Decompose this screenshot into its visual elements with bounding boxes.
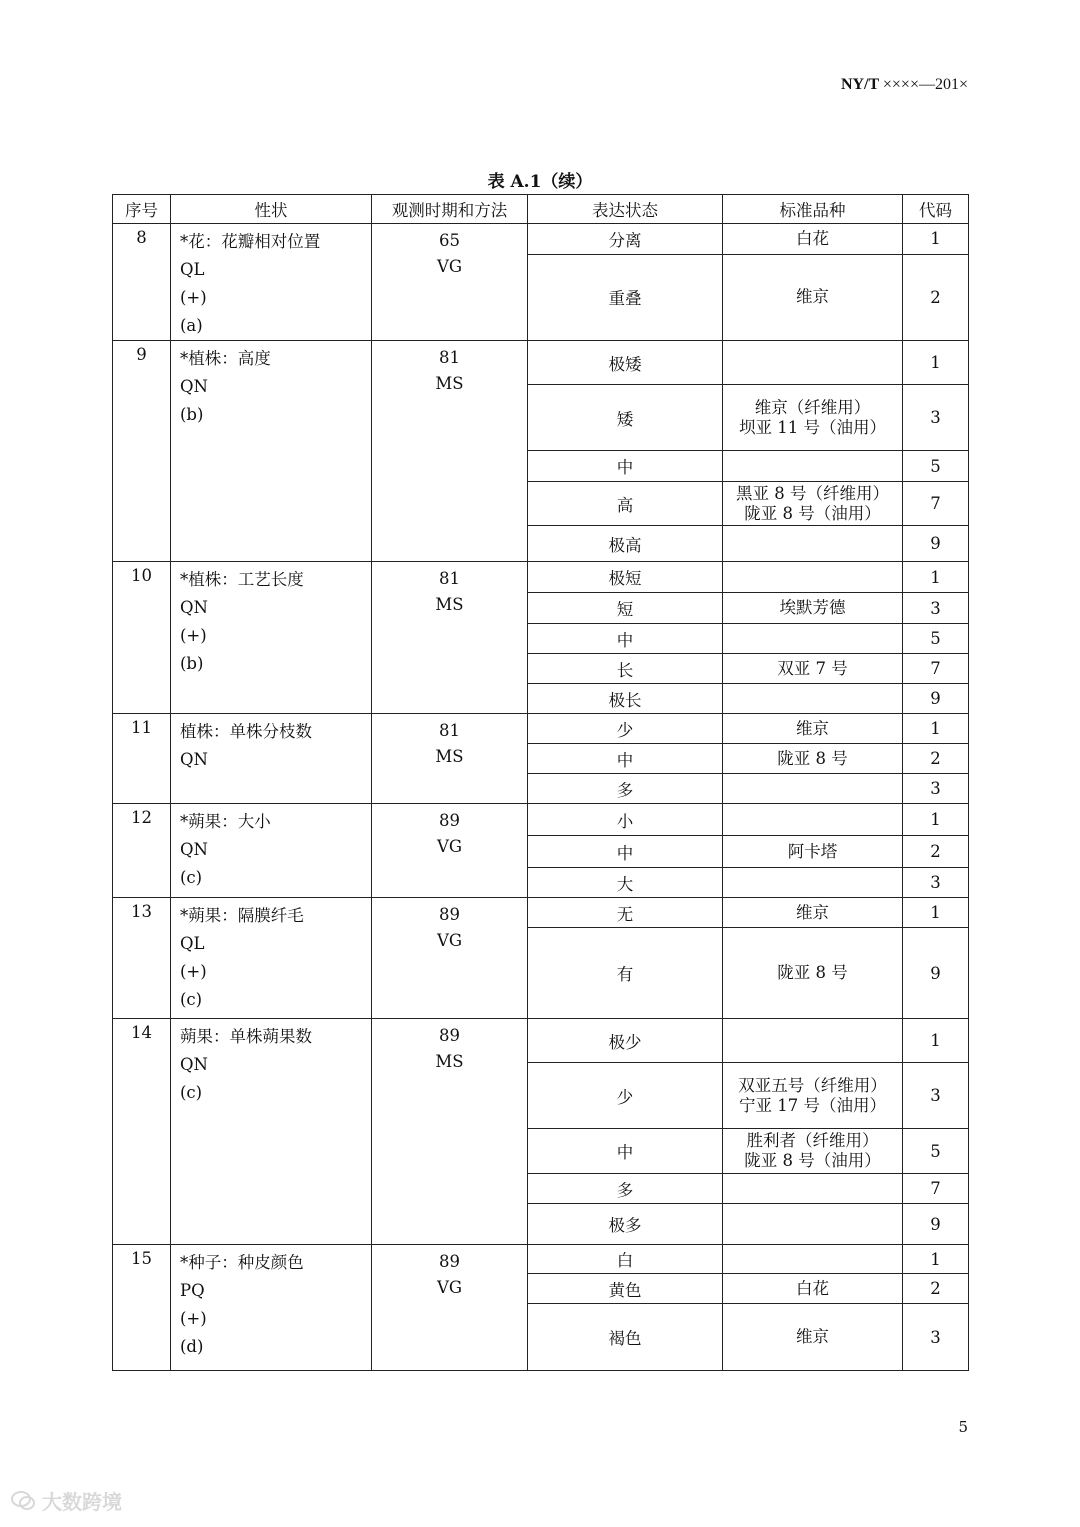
reference-variety [723, 898, 903, 928]
table-row [113, 562, 969, 593]
reference-variety-line: 陇亚 8 号 [777, 963, 848, 982]
observation-cell [372, 898, 528, 1019]
state-code: 3 [903, 1063, 969, 1129]
trait-name: *蒴果：隔膜纤毛 [180, 906, 304, 925]
expression-state: 极矮 [528, 341, 723, 385]
reference-variety-line: 维京 [796, 902, 829, 922]
table-header-row [113, 195, 969, 224]
observation-method: VG [436, 1278, 463, 1297]
row-number: 9 [113, 341, 171, 562]
row-number: 10 [113, 562, 171, 714]
expression-state: 无 [528, 898, 723, 928]
trait-name: 蒴果：单株蒴果数 [180, 1027, 312, 1046]
reference-variety [723, 868, 903, 898]
reference-variety [723, 224, 903, 255]
state-code: 1 [903, 562, 969, 593]
trait-attribute: QL [180, 934, 205, 953]
state-code: 5 [903, 451, 969, 482]
reference-variety [723, 1019, 903, 1063]
state-code: 3 [903, 1304, 969, 1371]
expression-state: 多 [528, 1174, 723, 1204]
state-code: 1 [903, 714, 969, 744]
observation-method: MS [435, 747, 464, 766]
trait-attribute: QN [180, 840, 208, 859]
reference-variety [723, 774, 903, 804]
trait-name: *种子：种皮颜色 [180, 1253, 304, 1272]
growth-stage: 81 [439, 569, 460, 588]
reference-variety-line: 陇亚 8 号 [777, 748, 848, 768]
reference-variety-line: 埃默芳德 [779, 598, 846, 617]
reference-variety-line: 双亚 7 号 [777, 658, 848, 678]
trait-cell [171, 898, 372, 1019]
table-row [113, 224, 969, 255]
observation-cell [372, 714, 528, 804]
reference-variety [723, 654, 903, 684]
table-row [113, 714, 969, 744]
state-code: 7 [903, 1174, 969, 1204]
state-code: 3 [903, 868, 969, 898]
table-row [113, 1245, 969, 1274]
trait-attribute: QN [180, 750, 208, 769]
state-code: 1 [903, 1019, 969, 1063]
table-row [113, 804, 969, 836]
table-title: 表 A.1（续） [487, 172, 593, 192]
trait-attribute: (+) [180, 962, 207, 981]
document-code-prefix: NY/T [840, 76, 879, 93]
state-code: 9 [903, 1204, 969, 1245]
state-code: 2 [903, 836, 969, 868]
reference-variety-line: 宁亚 17 号（油用） [739, 1095, 886, 1115]
expression-state: 分离 [528, 224, 723, 255]
reference-variety [723, 1174, 903, 1204]
reference-variety-line: 维京 [796, 1327, 829, 1346]
reference-variety [723, 593, 903, 624]
document-code-suffix: ××××—201× [882, 76, 968, 93]
growth-stage: 89 [439, 905, 460, 924]
reference-variety [723, 526, 903, 562]
expression-state: 高 [528, 482, 723, 526]
reference-variety [723, 624, 903, 654]
expression-state: 中 [528, 1129, 723, 1174]
reference-variety [723, 1204, 903, 1245]
trait-name: *植株：高度 [180, 349, 271, 368]
table-row [113, 1019, 969, 1063]
state-code: 3 [903, 774, 969, 804]
observation-method: MS [435, 1052, 464, 1071]
trait-cell [171, 1019, 372, 1245]
reference-variety-line: 维京（纤维用） [754, 397, 871, 417]
table-row [113, 341, 969, 385]
state-code: 1 [903, 898, 969, 928]
observation-method: VG [436, 837, 463, 856]
reference-variety [723, 1304, 903, 1371]
reference-variety-line: 白花 [796, 228, 829, 248]
reference-variety [723, 1274, 903, 1304]
expression-state: 极多 [528, 1204, 723, 1245]
watermark [10, 1486, 122, 1515]
trait-attribute: QL [180, 260, 205, 279]
reference-variety [723, 928, 903, 1019]
state-code: 7 [903, 482, 969, 526]
column-header-no: 序号 [113, 195, 171, 224]
row-number: 15 [113, 1245, 171, 1371]
trait-attribute: (+) [180, 1309, 207, 1328]
trait-attribute: (+) [180, 288, 207, 307]
state-code: 3 [903, 593, 969, 624]
trait-attribute: (+) [180, 626, 207, 645]
reference-variety-line: 坝亚 11 号（油用） [739, 417, 886, 437]
reference-variety-line: 白花 [796, 1278, 829, 1298]
reference-variety-line: 陇亚 8 号（油用） [744, 503, 881, 523]
trait-cell [171, 341, 372, 562]
trait-cell [171, 1245, 372, 1371]
trait-name: *花：花瓣相对位置 [180, 232, 321, 251]
reference-variety [723, 714, 903, 744]
expression-state: 小 [528, 804, 723, 836]
trait-cell [171, 224, 372, 341]
reference-variety [723, 451, 903, 482]
trait-attribute: (b) [180, 405, 204, 424]
observation-cell [372, 341, 528, 562]
trait-attribute: QN [180, 598, 208, 617]
trait-attribute: (c) [180, 990, 203, 1009]
reference-variety-line: 胜利者（纤维用） [746, 1131, 879, 1150]
observation-cell [372, 224, 528, 341]
expression-state: 短 [528, 593, 723, 624]
expression-state: 中 [528, 624, 723, 654]
reference-variety-line: 陇亚 8 号（油用） [744, 1151, 881, 1170]
trait-cell [171, 804, 372, 898]
growth-stage: 89 [439, 811, 460, 830]
growth-stage: 81 [439, 348, 460, 367]
observation-cell [372, 1245, 528, 1371]
row-number: 11 [113, 714, 171, 804]
observation-method: MS [435, 595, 464, 614]
state-code: 3 [903, 385, 969, 451]
expression-state: 中 [528, 836, 723, 868]
expression-state: 大 [528, 868, 723, 898]
expression-state: 有 [528, 928, 723, 1019]
expression-state: 极长 [528, 684, 723, 714]
watermark-text: 大数跨境 [42, 1490, 122, 1514]
trait-attribute: (d) [180, 1337, 204, 1356]
state-code: 7 [903, 654, 969, 684]
expression-state: 中 [528, 744, 723, 774]
column-header-code: 代码 [903, 195, 969, 224]
state-code: 1 [903, 804, 969, 836]
state-code: 1 [903, 224, 969, 255]
expression-state: 多 [528, 774, 723, 804]
expression-state: 矮 [528, 385, 723, 451]
observation-cell [372, 562, 528, 714]
growth-stage: 81 [439, 721, 460, 740]
column-header-trait: 性状 [171, 195, 372, 224]
row-number: 13 [113, 898, 171, 1019]
expression-state: 长 [528, 654, 723, 684]
document-code [841, 76, 968, 94]
trait-attribute: (a) [180, 316, 203, 335]
reference-variety [723, 744, 903, 774]
trait-attribute: QN [180, 377, 208, 396]
trait-cell [171, 562, 372, 714]
reference-variety [723, 562, 903, 593]
expression-state: 褐色 [528, 1304, 723, 1371]
state-code: 9 [903, 526, 969, 562]
state-code: 5 [903, 624, 969, 654]
reference-variety [723, 1245, 903, 1274]
expression-state: 重叠 [528, 254, 723, 340]
column-header-expression: 表达状态 [528, 195, 723, 224]
growth-stage: 65 [439, 231, 460, 250]
trait-attribute: QN [180, 1055, 208, 1074]
expression-state: 中 [528, 451, 723, 482]
trait-attribute: (b) [180, 654, 204, 673]
reference-variety [723, 1129, 903, 1174]
growth-stage: 89 [439, 1026, 460, 1045]
table-body [113, 224, 969, 1371]
observation-cell [372, 804, 528, 898]
column-header-variety: 标准品种 [723, 195, 903, 224]
row-number: 12 [113, 804, 171, 898]
observation-method: MS [435, 374, 464, 393]
reference-variety-line: 阿卡塔 [787, 841, 838, 861]
page-number: 5 [958, 1418, 968, 1436]
state-code: 2 [903, 1274, 969, 1304]
trait-cell [171, 714, 372, 804]
reference-variety [723, 804, 903, 836]
reference-variety [723, 254, 903, 340]
chat-bubble-icon [10, 1490, 36, 1512]
trait-name: *蒴果：大小 [180, 812, 271, 831]
observation-method: VG [436, 257, 463, 276]
expression-state: 少 [528, 1063, 723, 1129]
state-code: 9 [903, 928, 969, 1019]
trait-attribute: PQ [180, 1281, 205, 1300]
growth-stage: 89 [439, 1252, 460, 1271]
reference-variety [723, 684, 903, 714]
expression-state: 极高 [528, 526, 723, 562]
reference-variety-line: 黑亚 8 号（纤维用） [736, 483, 889, 503]
trait-table [112, 194, 969, 1371]
state-code: 2 [903, 254, 969, 340]
state-code: 1 [903, 341, 969, 385]
table-row [113, 898, 969, 928]
reference-variety-line: 维京 [796, 287, 829, 307]
expression-state: 黄色 [528, 1274, 723, 1304]
reference-variety [723, 482, 903, 526]
trait-name: 植株：单株分枝数 [180, 722, 312, 741]
reference-variety-line: 双亚五号（纤维用） [738, 1075, 887, 1095]
state-code: 9 [903, 684, 969, 714]
state-code: 5 [903, 1129, 969, 1174]
state-code: 1 [903, 1245, 969, 1274]
expression-state: 白 [528, 1245, 723, 1274]
trait-attribute: (c) [180, 868, 203, 887]
reference-variety-line: 维京 [796, 718, 829, 738]
reference-variety [723, 385, 903, 451]
observation-cell [372, 1019, 528, 1245]
column-header-time-method: 观测时期和方法 [372, 195, 528, 224]
expression-state: 少 [528, 714, 723, 744]
reference-variety [723, 836, 903, 868]
expression-state: 极短 [528, 562, 723, 593]
reference-variety [723, 1063, 903, 1129]
trait-attribute: (c) [180, 1083, 203, 1102]
trait-name: *植株：工艺长度 [180, 570, 304, 589]
reference-variety [723, 341, 903, 385]
observation-method: VG [436, 931, 463, 950]
expression-state: 极少 [528, 1019, 723, 1063]
row-number: 8 [113, 224, 171, 341]
state-code: 2 [903, 744, 969, 774]
row-number: 14 [113, 1019, 171, 1245]
